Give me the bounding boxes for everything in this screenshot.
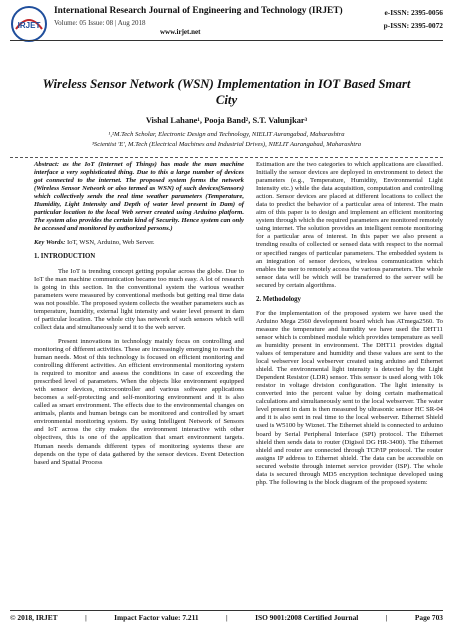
body-paragraph-continued: Estimation are the two categories to which applications are classified. Initially the sensor devices are deployed in environment to detect the parameters (e.g., Temperature, Humidity, Environmental Light Intensity etc.) while the data acquisition, computation and controlling action. Sensor devices are placed at different locations to collect the data to predict the behavior of a particular area of interest. The main aim of this paper is to design and implement an efficient monitoring system through which the required parameters are monitored remotely using internet. The solution provides an intelligent remote monitoring for a particular area of interest. In this paper we also present a trending results of collected or sensed data with respect to the normal or specified ranges of particular parameters. The embedded system is an integration of sensor devices, wireless communication which enables the user to remotely access the various parameters. The whole sensor data will be which will be transferred to the server will be secured by certain algorithms. bbox=[256, 161, 443, 289]
journal-title: International Research Journal of Engineering and Technology (IRJET) bbox=[54, 6, 343, 16]
methodology-paragraph: For the implementation of the proposed system we have used the Arduino Mega 2560 development board which has ATmega2560. To measure the temperature and humidity we have used the DHT11 sensor which is combined module which provides temperature as well as humidity present in environment. The DHT11 provides digital values of temperature and humidity and these values are sent to the local webserver local webserver created using arduino and Ethernet shield. The environmental light intensity is detected by the Light Dependent Resistor (LDR) sensor. This sensor is used along with 10k resistor in voltage division configuration. The light intensity is converted into the percent value by doing certain mathematical calculations and simultaneously sent to the local webserver. The water level present in dam is then measured by ultrasonic sensor HC SR-04 and it is also sent in real time to the local webserver. Ethernet Shield used is W5100 by Wiznet. The Ethernet shield is connected to arduino board by Serial Peripheral Interface (SPI) protocol. The Ethernet shield then sends data to router (Digisol DG HR-3400). The Ethernet shield and router are connected through TCP/IP protocol. The router assigns IP address to Ethernet shield. The data can be accessible on secured website through internet service provider (ISP). The whole data is secured through MD5 encryption technique developed using php. The following is the block diagram of the proposed system: bbox=[256, 309, 443, 486]
page-footer bbox=[10, 613, 443, 622]
footer-iso: ISO 9001:2008 Certified Journal bbox=[255, 613, 359, 622]
affiliation-2: ³Scientist 'E', M.Tech (Electrical Machines and Industrial Drives), NIELIT Aurangabad, Maharashtra bbox=[91, 141, 362, 148]
svg-text:IRJET: IRJET bbox=[17, 21, 41, 30]
affiliation-1: ¹,²M.Tech Scholar, Electronic Design and Technology, NIELIT Aurangabad, Maharashtra bbox=[108, 131, 345, 138]
keywords bbox=[34, 239, 244, 247]
footer-sep: | bbox=[226, 613, 228, 622]
footer-copyright: © 2018, IRJET bbox=[10, 613, 58, 622]
abstract-text: as the IoT (Internet of Things) has made the man machine interface a very sophisticated thing. Due to this a large number of devices got connected to the internet. The proposed system forms the network (Wireless Sensor Network or also termed as WSN) of such devices(Sensors) which collectively sends the real time weather parameters (Temperature, Humidity, Light Intensity and Depth of water level present in Dam) of particular location to the local Web server created using Arduino platform. The system also provides the certain kind of Security. Hence system can only be accessed and monitored by authorized persons.) bbox=[34, 161, 244, 233]
footer-impact-factor: Impact Factor value: 7.211 bbox=[114, 613, 199, 622]
section-heading-introduction: 1. INTRODUCTION bbox=[34, 253, 96, 261]
journal-header bbox=[0, 0, 453, 50]
irjet-logo bbox=[10, 5, 48, 43]
header-divider bbox=[10, 40, 443, 41]
e-issn: e-ISSN: 2395-0056 bbox=[384, 8, 443, 17]
section-heading-methodology: 2. Methodology bbox=[256, 295, 301, 303]
footer-sep: | bbox=[85, 613, 87, 622]
journal-url[interactable]: www.irjet.net bbox=[160, 28, 201, 36]
abstract-label: Abstract: bbox=[34, 161, 60, 168]
footer-divider bbox=[10, 610, 443, 611]
keywords-text: IoT, WSN, Arduino, Web Server. bbox=[65, 239, 155, 247]
paper-authors: Vishal Lahane¹, Pooja Band², S.T. Valunjkar³ bbox=[145, 116, 308, 125]
footer-sep: | bbox=[385, 613, 388, 622]
volume-issue: Volume: 05 Issue: 08 | Aug 2018 bbox=[54, 19, 146, 27]
p-issn: p-ISSN: 2395-0072 bbox=[383, 21, 443, 30]
keywords-label: Key Words: bbox=[34, 239, 66, 247]
paper-title: Wireless Sensor Network (WSN) Implementation in IOT Based Smart City bbox=[42, 77, 411, 107]
intro-paragraph-1: The IoT is trending concept getting popular across the globe. Due to IoT the man machine communication became too much easy. A lot of research is going in this section. In the conventional system the various weather parameters were measured by conventional methods but getting real time data was not possible. The proposed system collects the weather parameters such as temperature, humidity, external light intensity and water level present in dam of particular location. The whole city has network of such sensors which will collect data and simultaneously send it to the web server. bbox=[34, 267, 244, 331]
abstract bbox=[34, 161, 244, 233]
section-divider bbox=[10, 151, 443, 158]
intro-paragraph-2: Present innovations in technology mainly focus on controlling and monitoring of different activities. These are increasingly emerging to reach the human needs. Most of this technology is focused on efficient monitoring and controlling different activities. An efficient environmental monitoring system is required to monitor and assess the conditions in case of exceeding the prescribed level of parameters. When the objects like environment equipped with sensor devices, microcontroller and various software applications becomes a self-protecting and self-monitoring environment and it is also called as smart environment. The effects due to the environmental changes on animals, plants and human beings can be monitored and controlled by smart environmental monitoring system. By using Intelligent Network of Sensors and IoT across the city makes the environment interactive with other objectives, this is one of the application that smart environment targets. Human needs demands different types of monitoring systems these are depends on the type of data gathered by the sensor devices. Event Detection based and Spatial Process bbox=[34, 337, 244, 466]
left-column bbox=[34, 161, 244, 473]
page-number: Page 703 bbox=[414, 613, 443, 622]
right-column bbox=[256, 161, 443, 493]
